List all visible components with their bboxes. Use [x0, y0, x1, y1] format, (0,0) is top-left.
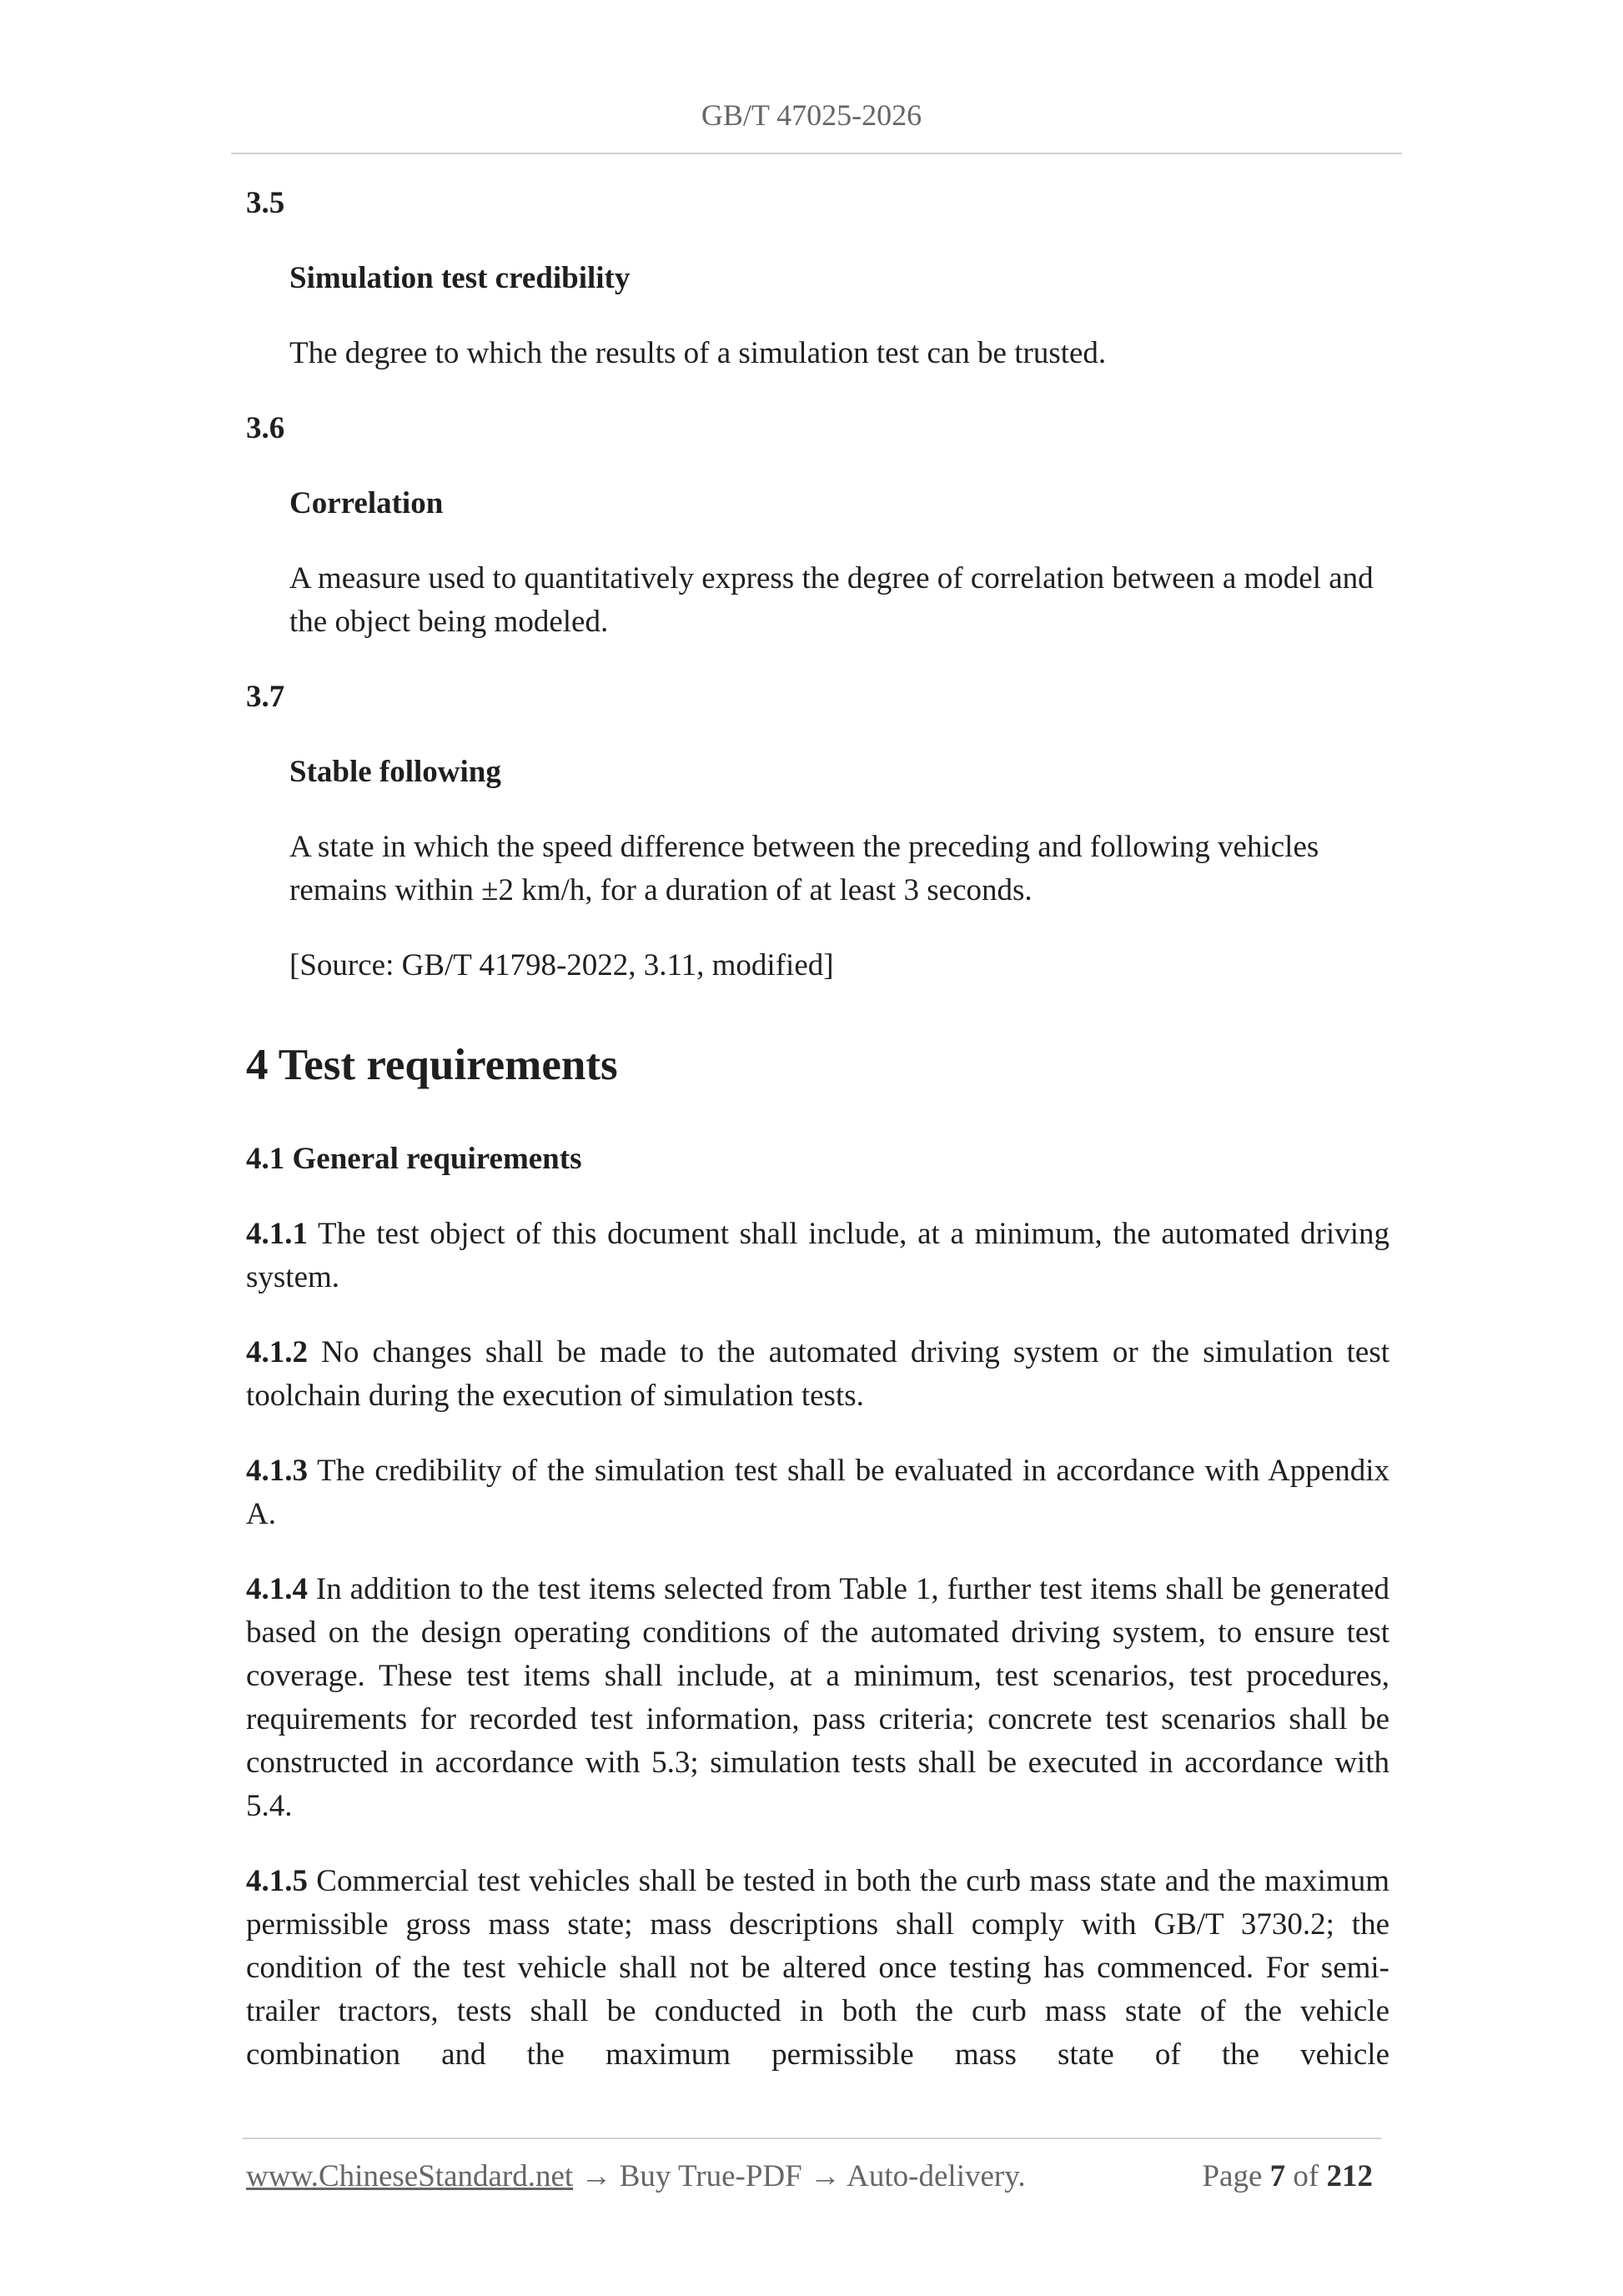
- page-header: GB/T 47025-2026: [701, 98, 922, 132]
- total-pages: 212: [1326, 2159, 1373, 2193]
- clause-number: 4.1.5: [246, 1864, 308, 1898]
- term-number: 3.7: [246, 680, 285, 714]
- term-number: 3.6: [246, 411, 285, 445]
- term-source-note: [Source: GB/T 41798-2022, 3.11, modified]: [289, 948, 834, 982]
- clause-number: 4.1.3: [246, 1454, 308, 1488]
- term-title: Stable following: [289, 755, 501, 789]
- website-link[interactable]: www.ChineseStandard.net: [246, 2159, 574, 2193]
- clause-text: The test object of this document shall include, at a minimum, the automated driving system.: [246, 1217, 1389, 1294]
- term-title: Correlation: [289, 486, 444, 520]
- clause-paragraph: [246, 1568, 1389, 1828]
- auto-delivery-text: Auto-delivery.: [847, 2159, 1026, 2193]
- header-divider: [231, 153, 1402, 154]
- clause-text: The credibility of the simulation test shall be evaluated in accordance with Appendix A.: [246, 1454, 1389, 1531]
- arrow-right-icon: →: [573, 2159, 620, 2193]
- clause-number: 4.1.4: [246, 1572, 308, 1606]
- clause-number: 4.1.1: [246, 1217, 308, 1251]
- page-label: Page: [1202, 2159, 1263, 2193]
- clause-text: Commercial test vehicles shall be tested in both the curb mass state and the maximum permissible gross mass state; mass descriptions shall comply with GB/T 3730.2; the condition of the test vehicle shall not be altered once testing has commenced. For semi-trailer tractors, tests shall be conducted in both the curb mass state of the vehicle combination and the maximum permissible mass state of the vehicle: [246, 1864, 1389, 2072]
- page-number: 7: [1269, 2159, 1286, 2193]
- footer-divider: [243, 2138, 1381, 2139]
- clause-number: 4.1.2: [246, 1335, 308, 1369]
- section-heading: 4 Test requirements: [246, 1041, 618, 1089]
- term-definition: A measure used to quantitatively express the degree of correlation between a model and the object being modeled.: [289, 561, 1374, 639]
- clause-text: In addition to the test items selected from Table 1, further test items shall be generated based on the design operating conditions of the automated driving system, to ensure test coverage. These test items shall include, at a minimum, test scenarios, test procedures, requirements for recorded test information, pass criteria; concrete test scenarios shall be constructed in accordance with 5.3; simulation tests shall be executed in accordance with 5.4.: [246, 1572, 1389, 1823]
- subsection-heading: 4.1 General requirements: [246, 1142, 582, 1176]
- footer-promo: [246, 2155, 1026, 2198]
- arrow-right-icon: →: [801, 2159, 847, 2193]
- clause-paragraph: [246, 1213, 1389, 1299]
- term-definition: A state in which the speed difference between the preceding and following vehicles remains within ±2 km/h, for a duration of at least 3 seconds.: [289, 830, 1319, 907]
- term-definition: The degree to which the results of a simulation test can be trusted.: [289, 336, 1107, 370]
- page-counter: [1202, 2155, 1373, 2198]
- clause-paragraph: [246, 1449, 1389, 1536]
- term-title: Simulation test credibility: [289, 261, 631, 295]
- buy-pdf-text: Buy True-PDF: [619, 2159, 802, 2193]
- page-footer: [246, 2155, 1381, 2198]
- term-number: 3.5: [246, 186, 285, 220]
- page-content: [246, 182, 1389, 2077]
- of-label: of: [1293, 2159, 1319, 2193]
- clause-paragraph: [246, 1860, 1389, 2077]
- clause-paragraph: [246, 1331, 1389, 1418]
- clause-text: No changes shall be made to the automated driving system or the simulation test toolchain during the execution of simulation tests.: [246, 1335, 1389, 1413]
